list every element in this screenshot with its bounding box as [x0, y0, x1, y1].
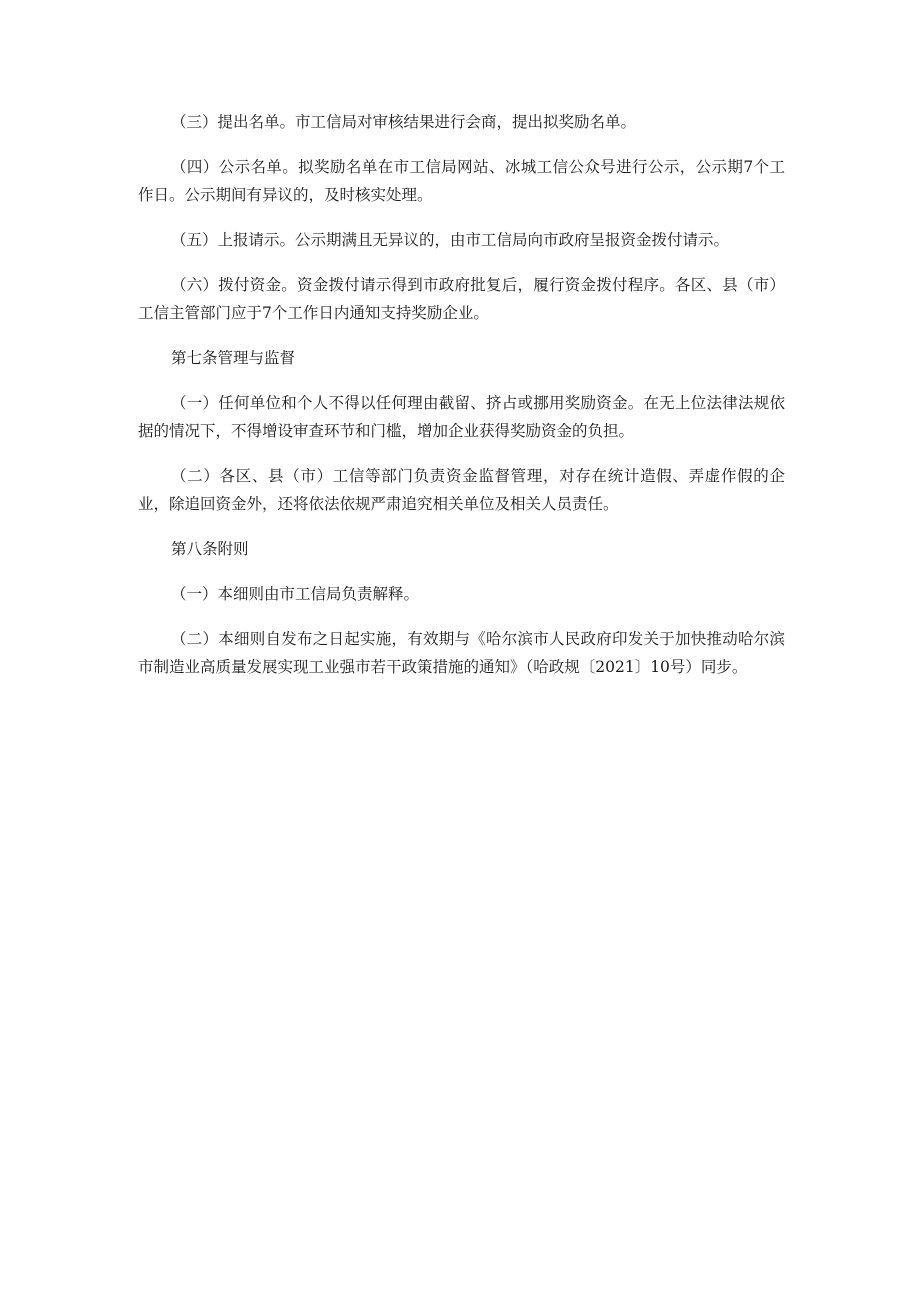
paragraph-no-withholding: （一）任何单位和个人不得以任何理由截留、挤占或挪用奖励资金。在无上位法律法规依据的情况下，不得增设审查环节和门槛，增加企业获得奖励资金的负担。: [138, 394, 785, 440]
article-eight-heading: 第八条附则: [171, 540, 249, 558]
paragraph-interpretation: （一）本细则由市工信局负责解释。: [171, 585, 420, 603]
paragraph-report-request: （五）上报请示。公示期满且无异议的，由市工信局向市政府呈报资金拨付请示。: [171, 231, 730, 249]
paragraph-publicize-list: （四）公示名单。拟奖励名单在市工信局网站、冰城工信公众号进行公示，公示期7个工作日。公示期间有异议的，及时核实处理。: [138, 158, 785, 204]
paragraph-disburse-funds: （六）拨付资金。资金拨付请示得到市政府批复后，履行资金拨付程序。各区、县（市）工信主管部门应于7个工作日内通知支持奖励企业。: [138, 276, 785, 322]
paragraph-submit-list: （三）提出名单。市工信局对审核结果进行会商，提出拟奖励名单。: [171, 113, 637, 131]
article-seven-heading: 第七条管理与监督: [171, 349, 296, 367]
document-body: [138, 108, 785, 698]
paragraph-effective-date: （二）本细则自发布之日起实施，有效期与《哈尔滨市人民政府印发关于加快推动哈尔滨市制造业高质量发展实现工业强市若干政策措施的通知》（哈政规〔2021〕10号）同步。: [138, 630, 785, 676]
paragraph-supervision: （二）各区、县（市）工信等部门负责资金监督管理，对存在统计造假、弄虚作假的企业，除追回资金外，还将依法依规严肃追究相关单位及相关人员责任。: [138, 467, 785, 513]
